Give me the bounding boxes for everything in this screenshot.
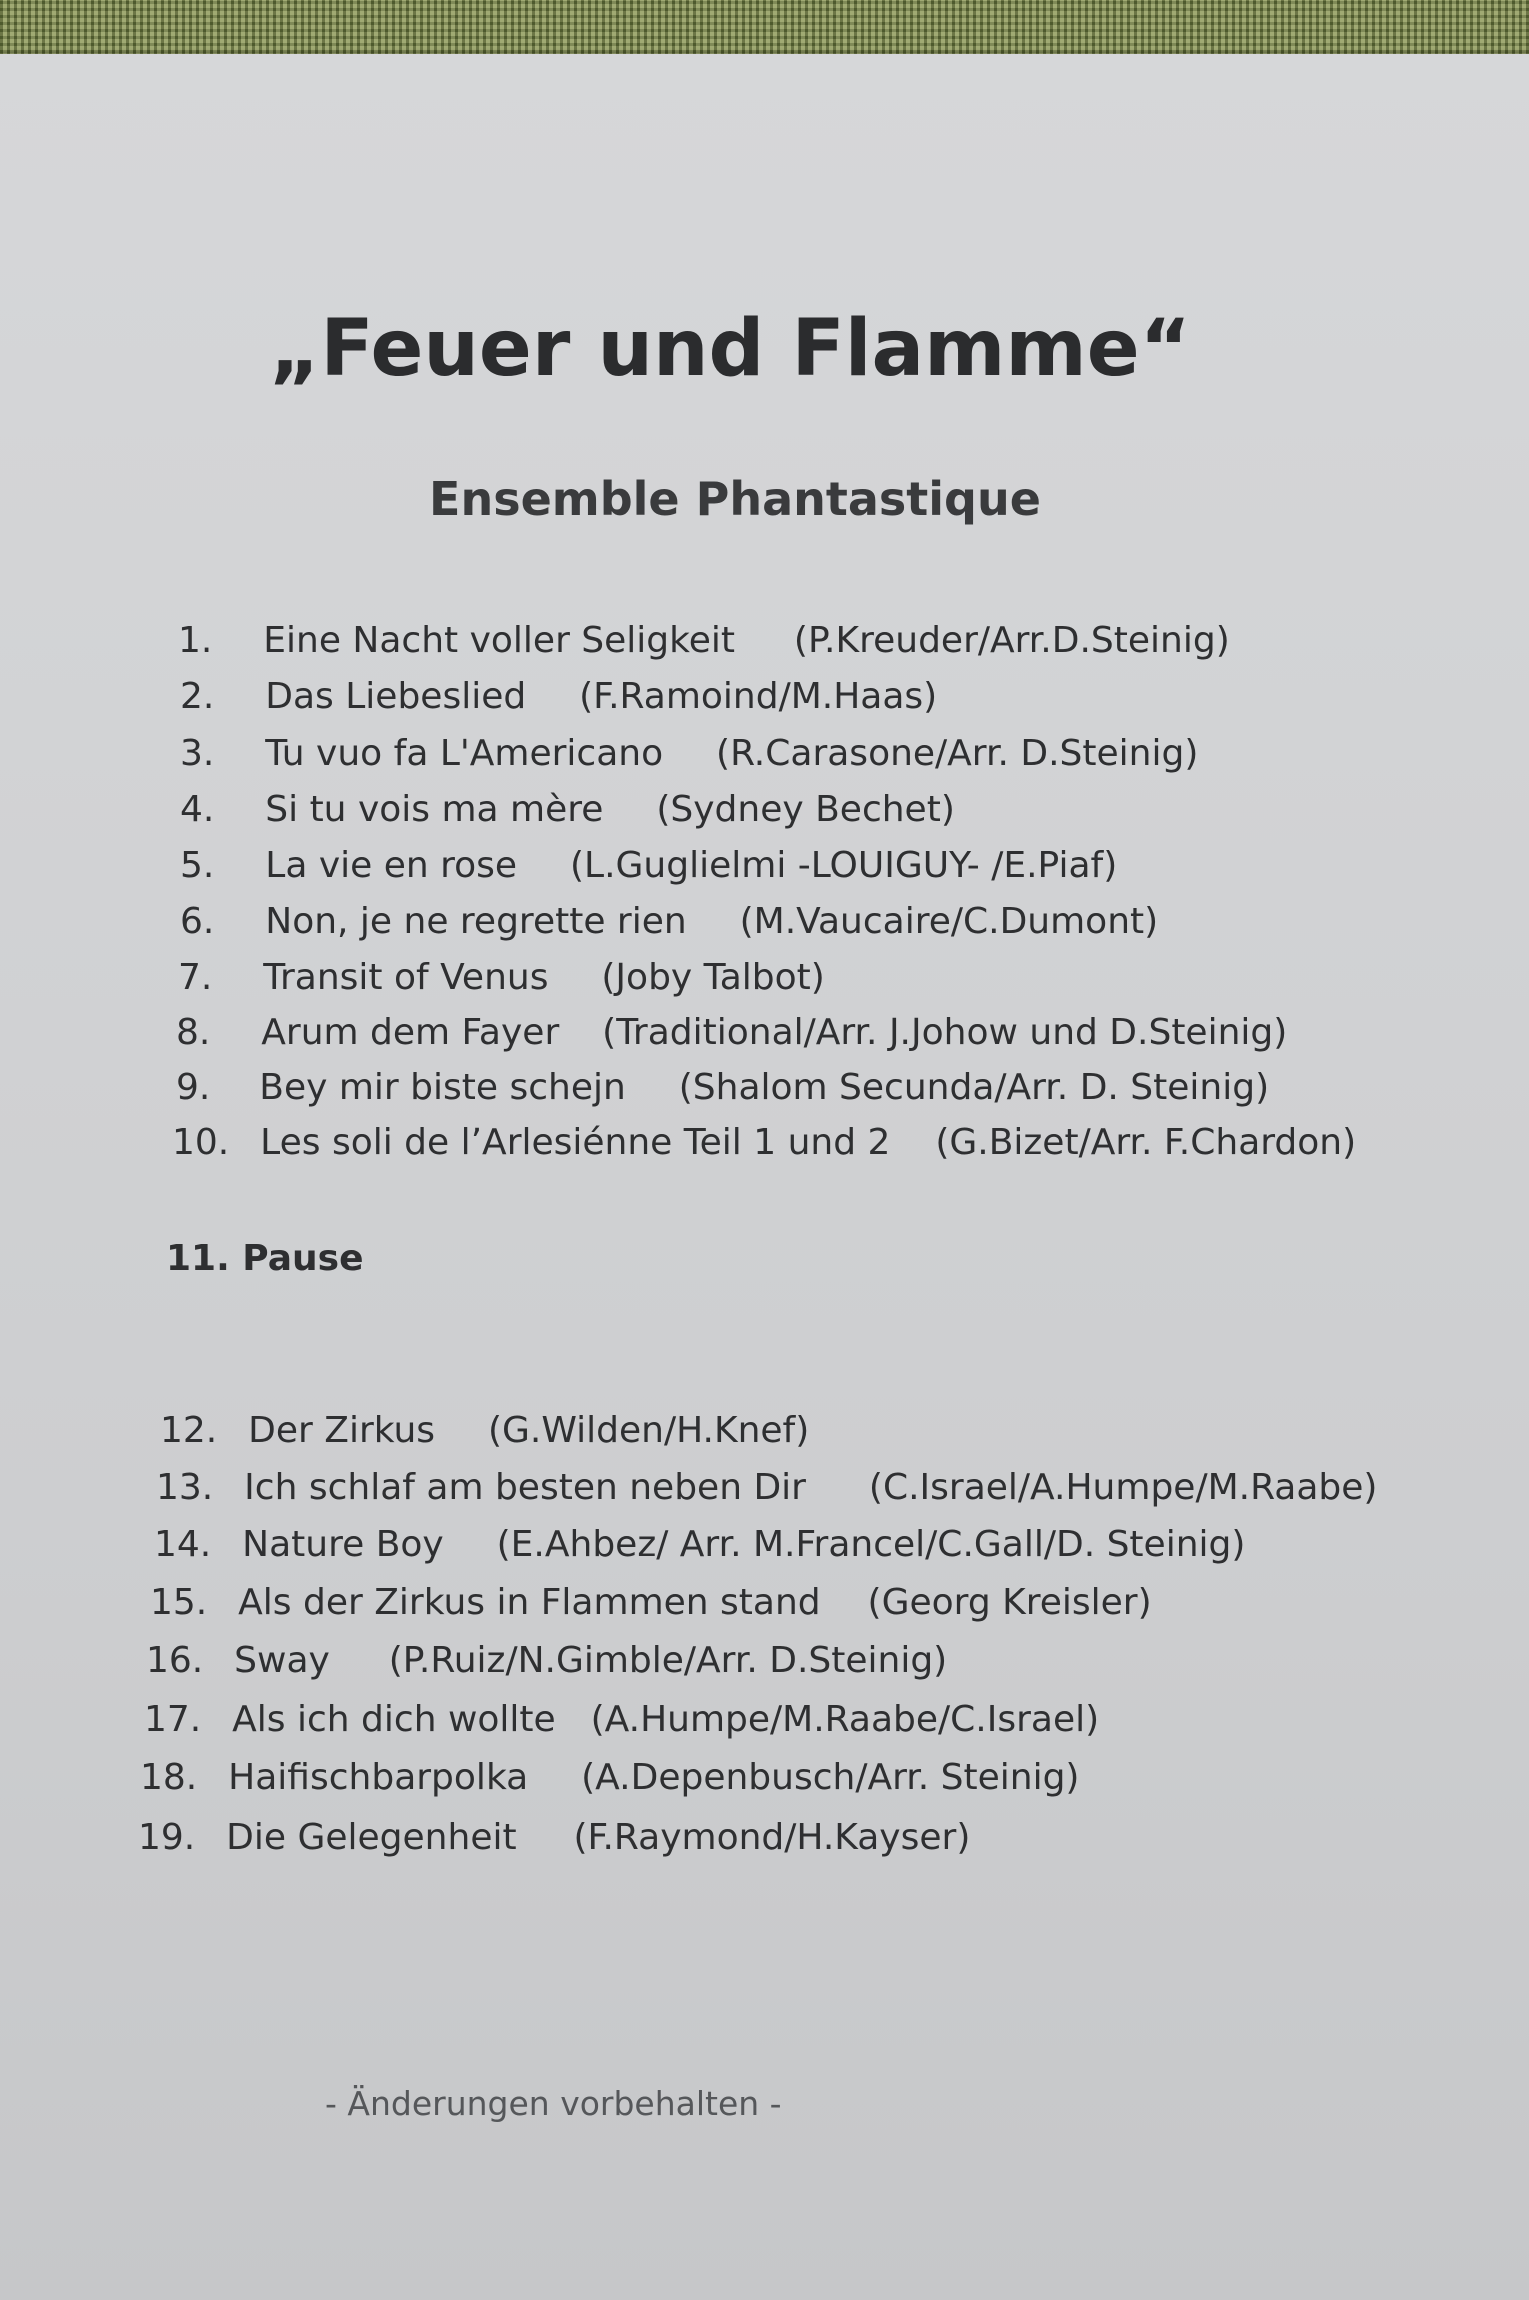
item-credit: (A.Humpe/M.Raabe/C.Israel)	[590, 1699, 1100, 1740]
item-number: 14.	[154, 1524, 212, 1565]
item-title: Bey mir biste schejn	[259, 1067, 626, 1108]
item-credit: (L.Guglielmi -LOUIGUY- /E.Piaf)	[569, 845, 1118, 886]
list-item	[156, 1466, 1377, 1510]
item-number: 17.	[144, 1699, 202, 1740]
list-item	[178, 956, 825, 1000]
list-item	[180, 788, 955, 832]
item-number: 2.	[180, 676, 215, 717]
pause-item: 11. Pause	[166, 1238, 364, 1279]
list-item	[150, 1581, 1152, 1625]
item-number: 7.	[178, 957, 213, 998]
item-title: Tu vuo fa L'Americano	[265, 733, 664, 774]
item-title: La vie en rose	[265, 845, 518, 886]
item-number: 15.	[150, 1582, 208, 1623]
item-credit: (Georg Kreisler)	[867, 1582, 1152, 1623]
item-title: Haifischbarpolka	[228, 1757, 529, 1798]
list-item	[144, 1698, 1099, 1742]
list-item	[160, 1409, 809, 1453]
item-title: Das Liebeslied	[265, 676, 527, 717]
list-item	[178, 619, 1230, 663]
item-credit: (F.Ramoind/M.Haas)	[579, 676, 938, 717]
item-credit: (G.Bizet/Arr. F.Chardon)	[935, 1122, 1357, 1163]
program-title: „Feuer und Flamme“	[269, 304, 1191, 394]
item-title: Als der Zirkus in Flammen stand	[238, 1582, 821, 1623]
list-item	[154, 1523, 1245, 1567]
list-item	[140, 1756, 1079, 1800]
tablecloth-background	[0, 0, 1529, 60]
item-title: Die Gelegenheit	[226, 1817, 517, 1858]
item-number: 18.	[140, 1757, 198, 1798]
item-title: Nature Boy	[242, 1524, 444, 1565]
item-title: Eine Nacht voller Seligkeit	[263, 620, 735, 661]
list-item	[180, 675, 937, 719]
item-title: Si tu vois ma mère	[265, 789, 604, 830]
list-item	[176, 1066, 1269, 1110]
footer-note: - Änderungen vorbehalten -	[325, 2084, 782, 2123]
item-credit: (Joby Talbot)	[601, 957, 825, 998]
item-credit: (A.Depenbusch/Arr. Steinig)	[581, 1757, 1080, 1798]
item-credit: (F.Raymond/H.Kayser)	[573, 1817, 971, 1858]
item-credit: (P.Ruiz/N.Gimble/Arr. D.Steinig)	[388, 1640, 948, 1681]
item-number: 12.	[160, 1410, 218, 1451]
item-credit: (Shalom Secunda/Arr. D. Steinig)	[678, 1067, 1270, 1108]
list-item	[180, 900, 1158, 944]
item-title: Les soli de l’Arlesiénne Teil 1 und 2	[260, 1122, 891, 1163]
item-number: 19.	[138, 1817, 196, 1858]
item-number: 8.	[176, 1012, 211, 1053]
item-number: 16.	[146, 1640, 204, 1681]
list-item	[180, 732, 1198, 776]
item-number: 3.	[180, 733, 215, 774]
program-sheet	[0, 54, 1529, 2300]
item-title: Der Zirkus	[248, 1410, 436, 1451]
item-number: 10.	[172, 1122, 230, 1163]
item-credit: (R.Carasone/Arr. D.Steinig)	[716, 733, 1199, 774]
item-title: Arum dem Fayer	[261, 1012, 560, 1053]
item-number: 13.	[156, 1467, 214, 1508]
item-credit: (E.Ahbez/ Arr. M.Francel/C.Gall/D. Steinig)	[496, 1524, 1246, 1565]
item-title: Sway	[234, 1640, 330, 1681]
list-item	[146, 1639, 947, 1683]
list-item	[176, 1011, 1287, 1055]
item-credit: (Traditional/Arr. J.Johow und D.Steinig)	[602, 1012, 1288, 1053]
item-title: Non, je ne regrette rien	[265, 901, 687, 942]
ensemble-name: Ensemble Phantastique	[429, 472, 1041, 526]
item-title: Ich schlaf am besten neben Dir	[244, 1467, 806, 1508]
item-title: Transit of Venus	[263, 957, 549, 998]
item-number: 1.	[178, 620, 213, 661]
item-number: 4.	[180, 789, 215, 830]
list-item	[138, 1816, 970, 1860]
list-item	[172, 1121, 1356, 1165]
item-number: 6.	[180, 901, 215, 942]
item-credit: (C.Israel/A.Humpe/M.Raabe)	[868, 1467, 1378, 1508]
item-credit: (G.Wilden/H.Knef)	[487, 1410, 810, 1451]
item-number: 9.	[176, 1067, 211, 1108]
item-credit: (M.Vaucaire/C.Dumont)	[739, 901, 1159, 942]
item-credit: (P.Kreuder/Arr.D.Steinig)	[793, 620, 1230, 661]
item-number: 5.	[180, 845, 215, 886]
item-credit: (Sydney Bechet)	[656, 789, 955, 830]
item-title: Als ich dich wollte	[232, 1699, 556, 1740]
list-item	[180, 844, 1117, 888]
